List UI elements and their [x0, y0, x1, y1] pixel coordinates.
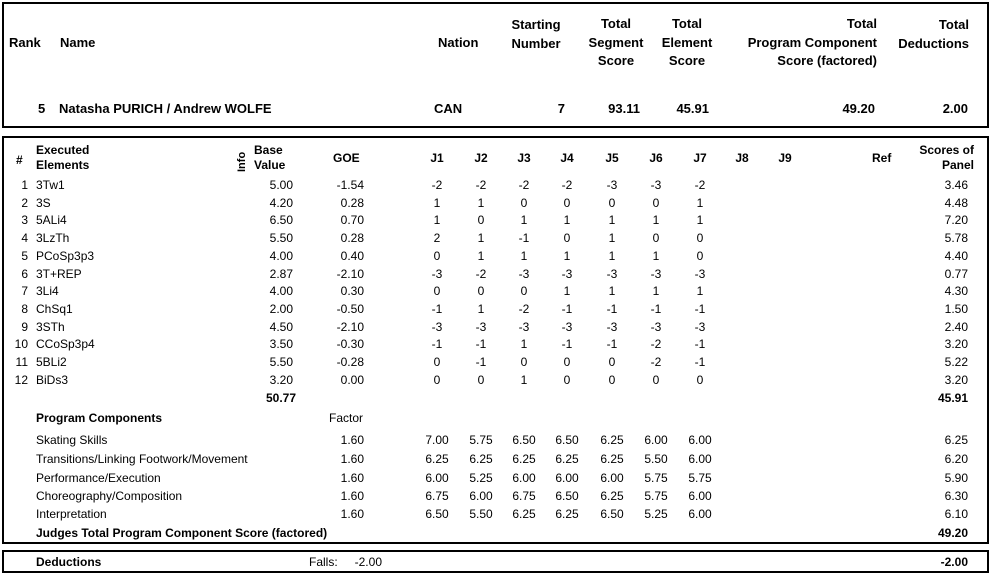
- element-judge-score: -3: [431, 320, 443, 334]
- goe-header: GOE: [333, 151, 360, 165]
- judge-header-1: J1: [430, 151, 444, 165]
- element-judge-score: 1: [433, 213, 441, 227]
- element-judge-score: 0: [608, 196, 616, 210]
- element-judge-score: 0: [477, 373, 485, 387]
- element-name: 5BLi2: [36, 355, 67, 369]
- element-number: 9: [21, 320, 28, 334]
- element-judge-score: 1: [520, 249, 528, 263]
- element-judge-score: -3: [650, 267, 662, 281]
- element-judge-score: -1: [518, 231, 530, 245]
- element-name: 3LzTh: [36, 231, 70, 245]
- elements-score-total: 45.91: [937, 391, 968, 405]
- element-judge-score: -2: [561, 178, 573, 192]
- element-judge-score: 0: [520, 196, 528, 210]
- element-base-value: 5.50: [269, 355, 293, 369]
- component-judge-score: 6.50: [425, 507, 449, 521]
- component-judge-score: 6.75: [512, 489, 536, 503]
- element-number: 10: [14, 337, 28, 351]
- component-judge-score: 6.50: [600, 507, 624, 521]
- element-number: 7: [21, 284, 28, 298]
- element-number: 5: [21, 249, 28, 263]
- component-judge-score: 6.25: [512, 452, 536, 466]
- element-judge-score: -1: [475, 355, 487, 369]
- judge-header-9: J9: [778, 151, 792, 165]
- element-judge-score: -3: [518, 320, 530, 334]
- element-judge-score: -1: [694, 302, 706, 316]
- deductions-header: Total Deductions: [898, 17, 969, 51]
- component-judge-score: 7.00: [425, 433, 449, 447]
- element-base-value: 3.50: [269, 337, 293, 351]
- element-judge-score: 0: [563, 355, 571, 369]
- element-name: 3T+REP: [36, 267, 82, 281]
- component-panel-score: 5.90: [944, 471, 968, 485]
- element-number: 6: [21, 267, 28, 281]
- component-judge-score: 6.50: [555, 489, 579, 503]
- component-factor: 1.60: [340, 452, 364, 466]
- element-panel-score: 4.40: [944, 249, 968, 263]
- component-judge-score: 5.25: [469, 471, 493, 485]
- component-factor: 1.60: [340, 433, 364, 447]
- element-panel-score: 4.48: [944, 196, 968, 210]
- judge-header-7: J7: [693, 151, 707, 165]
- executed-elements-header: Executed Elements: [36, 143, 90, 172]
- element-judge-score: 1: [652, 284, 660, 298]
- element-judge-score: 0: [652, 231, 660, 245]
- element-judge-score: -2: [650, 355, 662, 369]
- element-judge-score: 1: [520, 213, 528, 227]
- element-goe: 0.30: [340, 284, 364, 298]
- element-goe: 0.28: [340, 231, 364, 245]
- element-judge-score: 0: [433, 284, 441, 298]
- element-judge-score: -3: [606, 178, 618, 192]
- judges-total-pcs-label: Judges Total Program Component Score (factored): [36, 526, 328, 540]
- element-judge-score: 1: [608, 231, 616, 245]
- skater-name: Natasha PURICH / Andrew WOLFE: [59, 101, 272, 116]
- element-judge-score: -3: [561, 267, 573, 281]
- element-judge-score: -1: [561, 302, 573, 316]
- ref-header: Ref: [872, 151, 892, 165]
- element-panel-score: 2.40: [944, 320, 968, 334]
- element-judge-score: 1: [608, 249, 616, 263]
- element-name: 3STh: [36, 320, 65, 334]
- element-number: 4: [21, 231, 28, 245]
- component-panel-score: 6.10: [944, 507, 968, 521]
- component-judge-score: 6.50: [555, 433, 579, 447]
- tes-header: Total Element Score: [661, 16, 713, 68]
- element-judge-score: -1: [431, 302, 443, 316]
- element-name: CCoSp3p4: [36, 337, 95, 351]
- judges-total-pcs-score: 49.20: [937, 526, 968, 540]
- element-panel-score: 5.22: [944, 355, 968, 369]
- element-goe: 0.40: [340, 249, 364, 263]
- component-judge-score: 6.25: [469, 452, 493, 466]
- element-goe: -2.10: [336, 267, 364, 281]
- element-judge-score: -3: [694, 267, 706, 281]
- element-judge-score: 0: [520, 355, 528, 369]
- element-judge-score: 0: [608, 373, 616, 387]
- element-judge-score: -1: [561, 337, 573, 351]
- element-judge-score: -3: [561, 320, 573, 334]
- element-judge-score: 0: [696, 231, 704, 245]
- element-judge-score: -3: [518, 267, 530, 281]
- element-judge-score: -2: [518, 178, 530, 192]
- component-panel-score: 6.30: [944, 489, 968, 503]
- skater-starting-number: 7: [557, 101, 565, 116]
- skater-deductions: 2.00: [942, 101, 968, 116]
- element-number: 8: [21, 302, 28, 316]
- component-name: Skating Skills: [36, 433, 108, 447]
- element-name: 3Tw1: [36, 178, 65, 192]
- judge-header-3: J3: [517, 151, 531, 165]
- component-panel-score: 6.20: [944, 452, 968, 466]
- component-judge-score: 6.00: [688, 489, 712, 503]
- element-panel-score: 5.78: [944, 231, 968, 245]
- element-judge-score: 0: [477, 213, 485, 227]
- component-name: Choreography/Composition: [36, 489, 183, 503]
- element-base-value: 2.87: [269, 267, 293, 281]
- element-judge-score: 2: [433, 231, 441, 245]
- element-goe: 0.70: [340, 213, 364, 227]
- component-judge-score: 6.25: [600, 489, 624, 503]
- falls-value: -2.00: [354, 555, 382, 569]
- element-judge-score: 1: [652, 249, 660, 263]
- nation-header: Nation: [438, 35, 479, 50]
- component-judge-score: 6.00: [469, 489, 493, 503]
- judge-header-4: J4: [560, 151, 574, 165]
- element-panel-score: 3.46: [944, 178, 968, 192]
- element-name: 3Li4: [36, 284, 59, 298]
- element-goe: -0.50: [336, 302, 364, 316]
- skater-nation: CAN: [434, 101, 463, 116]
- element-panel-score: 0.77: [944, 267, 968, 281]
- element-base-value: 6.50: [269, 213, 293, 227]
- component-judge-score: 5.75: [644, 489, 668, 503]
- element-judge-score: -3: [606, 267, 618, 281]
- element-panel-score: 3.20: [944, 373, 968, 387]
- element-judge-score: 1: [477, 196, 485, 210]
- element-judge-score: -2: [475, 178, 487, 192]
- component-name: Transitions/Linking Footwork/Movement: [36, 452, 248, 466]
- element-judge-score: 1: [563, 249, 571, 263]
- base-value-total: 50.77: [265, 391, 296, 405]
- element-judge-score: 1: [696, 213, 704, 227]
- component-judge-score: 5.25: [644, 507, 668, 521]
- element-judge-score: -1: [606, 302, 618, 316]
- element-base-value: 4.20: [269, 196, 293, 210]
- component-name: Performance/Execution: [36, 471, 161, 485]
- element-judge-score: 0: [477, 284, 485, 298]
- element-number: 12: [14, 373, 28, 387]
- element-goe: 0.00: [340, 373, 364, 387]
- component-judge-score: 6.25: [600, 452, 624, 466]
- deductions-panel: [2, 550, 989, 573]
- element-judge-score: 1: [652, 213, 660, 227]
- element-base-value: 4.50: [269, 320, 293, 334]
- component-panel-score: 6.25: [944, 433, 968, 447]
- element-goe: -0.28: [336, 355, 364, 369]
- skater-tes: 45.91: [676, 101, 709, 116]
- element-goe: -0.30: [336, 337, 364, 351]
- program-components-header: Program Components: [36, 411, 163, 425]
- element-judge-score: 0: [433, 249, 441, 263]
- element-judge-score: 1: [477, 249, 485, 263]
- element-judge-score: -3: [431, 267, 443, 281]
- falls-label: Falls:: [309, 555, 338, 569]
- element-judge-score: 1: [696, 284, 704, 298]
- element-base-value: 5.50: [269, 231, 293, 245]
- element-judge-score: 1: [520, 337, 528, 351]
- element-name: BiDs3: [36, 373, 69, 387]
- element-judge-score: -1: [606, 337, 618, 351]
- element-panel-score: 1.50: [944, 302, 968, 316]
- component-factor: 1.60: [340, 489, 364, 503]
- element-name: 3S: [36, 196, 51, 210]
- judge-header-8: J8: [735, 151, 749, 165]
- component-judge-score: 6.00: [512, 471, 536, 485]
- element-judge-score: -1: [694, 355, 706, 369]
- skater-tss: 93.11: [608, 101, 640, 116]
- element-name: ChSq1: [36, 302, 73, 316]
- component-judge-score: 5.75: [469, 433, 493, 447]
- component-name: Interpretation: [36, 507, 107, 521]
- component-judge-score: 6.25: [555, 452, 579, 466]
- element-judge-score: 1: [608, 213, 616, 227]
- scores-of-panel-header: Scores of Panel: [919, 143, 974, 172]
- element-judge-score: -1: [475, 337, 487, 351]
- info-col-header: Info: [236, 151, 248, 172]
- deductions-total: -2.00: [940, 555, 968, 569]
- element-judge-score: 1: [608, 284, 616, 298]
- element-judge-score: -2: [650, 337, 662, 351]
- factor-header: Factor: [329, 411, 364, 425]
- element-base-value: 3.20: [269, 373, 293, 387]
- base-value-header: Base Value: [254, 143, 286, 172]
- element-judge-score: 1: [563, 284, 571, 298]
- element-judge-score: 0: [696, 249, 704, 263]
- tss-header: Total Segment Score: [588, 16, 644, 68]
- component-judge-score: 6.25: [512, 507, 536, 521]
- element-judge-score: 0: [608, 355, 616, 369]
- element-judge-score: 0: [520, 284, 528, 298]
- element-base-value: 4.00: [269, 284, 293, 298]
- element-judge-score: 0: [563, 196, 571, 210]
- element-number: 1: [21, 178, 28, 192]
- component-judge-score: 6.00: [425, 471, 449, 485]
- element-panel-score: 7.20: [944, 213, 968, 227]
- element-judge-score: -3: [650, 320, 662, 334]
- component-judge-score: 6.00: [688, 452, 712, 466]
- element-judge-score: 1: [696, 196, 704, 210]
- name-header: Name: [60, 35, 96, 50]
- element-base-value: 2.00: [269, 302, 293, 316]
- element-judge-score: 0: [563, 373, 571, 387]
- element-base-value: 5.00: [269, 178, 293, 192]
- rank-header: Rank: [9, 35, 41, 50]
- element-base-value: 4.00: [269, 249, 293, 263]
- element-judge-score: 0: [652, 373, 660, 387]
- element-judge-score: 1: [520, 373, 528, 387]
- judge-header-2: J2: [474, 151, 488, 165]
- element-judge-score: 0: [433, 373, 441, 387]
- element-judge-score: -2: [518, 302, 530, 316]
- element-judge-score: -3: [694, 320, 706, 334]
- element-judge-score: 0: [563, 231, 571, 245]
- component-judge-score: 5.75: [688, 471, 712, 485]
- element-name: PCoSp3p3: [36, 249, 95, 263]
- component-judge-score: 6.00: [688, 433, 712, 447]
- component-judge-score: 6.75: [425, 489, 449, 503]
- element-goe: -1.54: [336, 178, 364, 192]
- element-judge-score: -3: [650, 178, 662, 192]
- element-goe: 0.28: [340, 196, 364, 210]
- element-judge-score: -2: [475, 267, 487, 281]
- element-panel-score: 3.20: [944, 337, 968, 351]
- element-judge-score: 1: [477, 302, 485, 316]
- element-judge-score: 1: [477, 231, 485, 245]
- component-judge-score: 5.50: [644, 452, 668, 466]
- element-judge-score: -1: [431, 337, 443, 351]
- element-panel-score: 4.30: [944, 284, 968, 298]
- num-col-header: #: [16, 153, 23, 167]
- component-judge-score: 6.50: [512, 433, 536, 447]
- component-judge-score: 6.25: [555, 507, 579, 521]
- component-judge-score: 6.00: [644, 433, 668, 447]
- element-judge-score: -1: [650, 302, 662, 316]
- starting-number-header: Starting Number: [511, 17, 561, 51]
- element-judge-score: 0: [433, 355, 441, 369]
- element-goe: -2.10: [336, 320, 364, 334]
- component-judge-score: 6.00: [555, 471, 579, 485]
- pcs-header: Total Program Component Score (factored): [747, 16, 877, 68]
- deductions-label: Deductions: [36, 555, 102, 569]
- element-name: 5ALi4: [36, 213, 67, 227]
- component-judge-score: 6.00: [688, 507, 712, 521]
- judge-header-6: J6: [649, 151, 663, 165]
- element-judge-score: -1: [694, 337, 706, 351]
- component-factor: 1.60: [340, 471, 364, 485]
- element-judge-score: -2: [431, 178, 443, 192]
- element-judge-score: 0: [652, 196, 660, 210]
- component-judge-score: 6.25: [425, 452, 449, 466]
- component-factor: 1.60: [340, 507, 364, 521]
- component-judge-score: 5.75: [644, 471, 668, 485]
- element-judge-score: -2: [694, 178, 706, 192]
- skater-rank: 5: [38, 101, 46, 116]
- element-judge-score: 1: [563, 213, 571, 227]
- component-judge-score: 6.00: [600, 471, 624, 485]
- element-judge-score: 1: [433, 196, 441, 210]
- skater-pcs: 49.20: [842, 101, 875, 116]
- element-number: 3: [21, 213, 28, 227]
- element-judge-score: -3: [606, 320, 618, 334]
- element-number: 2: [21, 196, 28, 210]
- component-judge-score: 6.25: [600, 433, 624, 447]
- judge-header-5: J5: [605, 151, 619, 165]
- element-number: 11: [15, 355, 28, 369]
- element-judge-score: -3: [475, 320, 487, 334]
- component-judge-score: 5.50: [469, 507, 493, 521]
- element-judge-score: 0: [696, 373, 704, 387]
